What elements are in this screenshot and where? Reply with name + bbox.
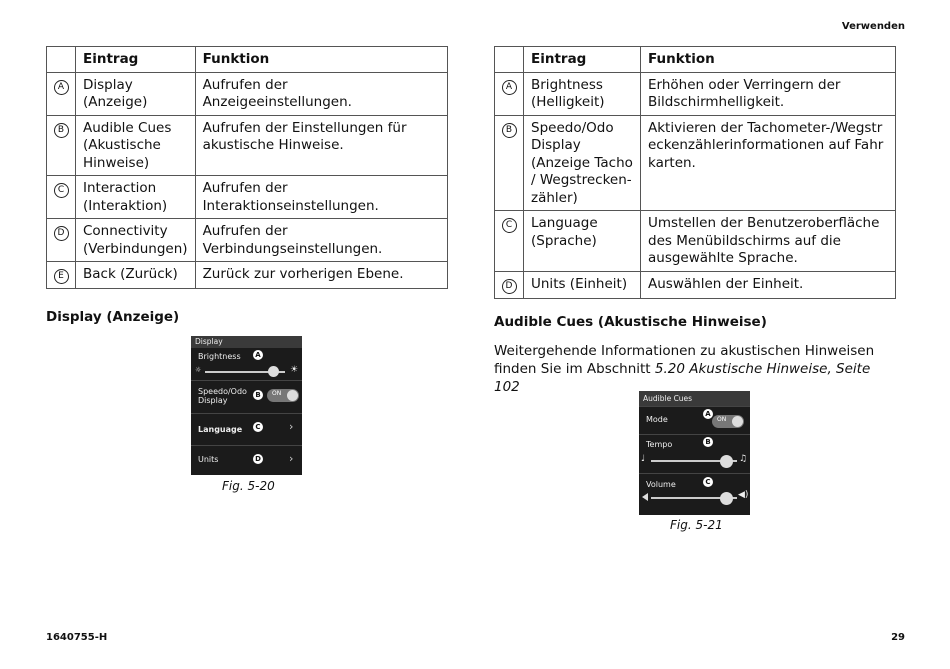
speedo-row[interactable] [191,380,302,413]
language-label: Language [198,425,243,434]
marker-b-icon: B [502,123,517,138]
function-cell: Zurück zur vorherigen Ebene. [195,262,447,289]
function-cell: Aufrufen der Anzeigeeinstellungen. [195,72,447,115]
toggle-knob [732,416,743,427]
table-header-row [47,47,448,73]
entry-cell: Back (Zurück) [76,262,196,289]
marker-header [47,47,76,73]
display-section-title: Display (Anzeige) [46,309,180,325]
brightness-label: Brightness [198,352,241,361]
mode-toggle[interactable] [712,415,744,428]
table-row [47,115,448,176]
left-menu-table [46,46,448,289]
mode-row[interactable] [639,406,750,434]
row-marker [495,72,524,115]
row-marker [47,72,76,115]
section-reference-link[interactable]: 5.20 Akustische Hinweise, Seite 102 [494,361,871,395]
page-number: 29 [891,632,905,643]
sun-high-icon: ☀ [290,365,299,375]
table-row [495,115,896,211]
mode-label: Mode [646,415,668,424]
entry-cell: Units (Einheit) [524,271,641,298]
function-cell: Aufrufen der Interaktionseinstellungen. [195,176,447,219]
function-cell: Erhöhen oder Verringern der Bildschirmhelligkeit. [641,72,896,115]
row-marker [47,219,76,262]
table-row [495,72,896,115]
paragraph-text: Weitergehende Informationen zu akustischen Hinweisen finden Sie im Abschnitt [494,343,875,377]
badge-b-icon: B [253,390,263,400]
marker-b-icon: B [54,123,69,138]
badge-a-icon: A [703,409,713,419]
toggle-text: ON [272,390,282,397]
marker-d-icon: D [502,279,517,294]
marker-a-icon: A [502,80,517,95]
audible-cues-screen [639,386,750,515]
row-marker [495,271,524,298]
entry-header: Eintrag [524,47,641,73]
units-row[interactable] [191,445,302,477]
row-marker [495,115,524,211]
row-marker [47,262,76,289]
function-header: Funktion [641,47,896,73]
tempo-row[interactable] [639,434,750,473]
brightness-row[interactable] [191,348,302,380]
row-marker [47,176,76,219]
function-cell: Auswählen der Einheit. [641,271,896,298]
table-row [47,176,448,219]
function-cell: Aufrufen der Verbindungseinstellungen. [195,219,447,262]
screen-title: Audible Cues [639,391,750,406]
row-marker [495,211,524,272]
speedo-toggle[interactable] [267,389,299,402]
toggle-text: ON [717,416,727,423]
badge-c-icon: C [253,422,263,432]
volume-high-icon: ◀) [738,490,749,500]
function-cell: Umstellen der Benutzeroberfläche des Menübildschirms auf die ausgewählte Sprache. [641,211,896,272]
chevron-right-icon: › [289,452,294,465]
table-row [495,271,896,298]
audible-section-title: Audible Cues (Akustische Hinweise) [494,314,767,330]
table-row [47,262,448,289]
slow-note-icon: ♩ [641,454,646,464]
entry-cell: Brightness (Helligkeit) [524,72,641,115]
entry-cell: Connectivity (Verbindungen) [76,219,196,262]
volume-label: Volume [646,480,676,489]
screen-title: Display [191,336,302,348]
fast-notes-icon: ♫ [739,454,748,464]
page-header-section: Verwenden [841,21,905,32]
marker-a-icon: A [54,80,69,95]
entry-header: Eintrag [76,47,196,73]
units-label: Units [198,455,219,464]
right-menu-table [494,46,896,299]
function-cell: Aktivieren der Tachometer-/Wegstreckenzählerinformationen auf Fahrkarten. [641,115,896,211]
row-marker [47,115,76,176]
tempo-label: Tempo [646,440,673,449]
display-settings-screen [191,336,302,475]
sun-low-icon: ☼ [195,366,202,374]
brightness-slider-knob[interactable] [268,366,279,377]
volume-low-icon [642,493,648,501]
table-header-row [495,47,896,73]
badge-d-icon: D [253,454,263,464]
marker-d-icon: D [54,226,69,241]
entry-cell: Audible Cues (Akustische Hinweise) [76,115,196,176]
badge-b-icon: B [703,437,713,447]
figure-caption: Fig. 5-20 [222,479,275,493]
entry-cell: Speedo/Odo Display (Anzeige Tacho / Wegstrecken-zähler) [524,115,641,211]
function-cell: Aufrufen der Einstellungen für akustische Hinweise. [195,115,447,176]
speedo-label-line2: Display [198,396,228,405]
table-row [47,72,448,115]
table-row [47,219,448,262]
marker-c-icon: C [502,218,517,233]
entry-cell: Language (Sprache) [524,211,641,272]
marker-e-icon: E [54,269,69,284]
tempo-slider-knob[interactable] [720,455,733,468]
document-id: 1640755-H [46,632,108,643]
badge-a-icon: A [253,350,263,360]
function-header: Funktion [195,47,447,73]
marker-header [495,47,524,73]
marker-c-icon: C [54,183,69,198]
chevron-right-icon: › [289,420,294,433]
volume-row[interactable] [639,473,750,512]
entry-cell: Display (Anzeige) [76,72,196,115]
entry-cell: Interaction (Interaktion) [76,176,196,219]
figure-caption: Fig. 5-21 [670,518,723,532]
badge-c-icon: C [703,477,713,487]
toggle-knob [287,390,298,401]
table-row [495,211,896,272]
volume-slider-knob[interactable] [720,492,733,505]
language-row[interactable] [191,413,302,445]
speedo-label-line1: Speedo/Odo [198,387,247,396]
